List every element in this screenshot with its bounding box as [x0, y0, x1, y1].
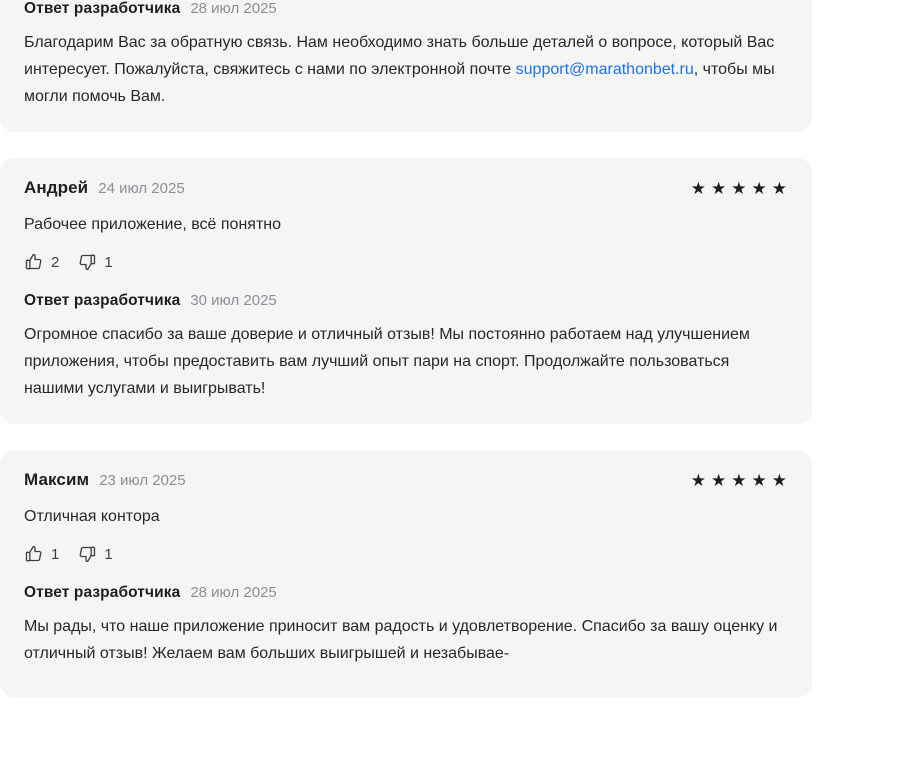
developer-reply-text [24, 29, 788, 110]
star-icon: ★ [690, 178, 707, 198]
thumb-up-vote[interactable] [24, 252, 59, 272]
thumb-down-vote[interactable] [77, 544, 112, 564]
developer-reply-label: Ответ разработчика [24, 584, 181, 601]
review-date: 23 июл 2025 [99, 472, 186, 489]
star-icon: ★ [711, 470, 728, 490]
vote-bar [24, 252, 788, 272]
thumb-up-icon[interactable] [24, 544, 44, 564]
review-author: Андрей [24, 178, 89, 197]
review-card [0, 450, 812, 697]
star-icon: ★ [751, 470, 768, 490]
review-card [0, 0, 812, 132]
star-icon: ★ [771, 470, 788, 490]
review-header [24, 470, 788, 490]
review-author-block [24, 470, 186, 490]
developer-reply [24, 584, 788, 667]
developer-reply [24, 292, 788, 402]
review-author-block [24, 178, 185, 198]
thumb-down-icon[interactable] [77, 544, 97, 564]
rating-stars [691, 472, 788, 489]
developer-reply-label: Ответ разработчика [24, 0, 181, 17]
thumb-down-vote[interactable] [77, 252, 112, 272]
review-card [0, 158, 812, 424]
thumb-up-icon[interactable] [24, 252, 44, 272]
vote-bar [24, 544, 788, 564]
review-text: Отличная контора [24, 508, 160, 525]
developer-reply-label: Ответ разработчика [24, 292, 181, 309]
star-icon: ★ [731, 470, 748, 490]
star-icon: ★ [711, 178, 728, 198]
thumb-down-icon[interactable] [77, 252, 97, 272]
developer-reply-header [24, 584, 788, 602]
star-icon: ★ [731, 178, 748, 198]
star-icon: ★ [751, 178, 768, 198]
developer-reply-date: 28 июл 2025 [190, 584, 277, 601]
developer-reply-date: 30 июл 2025 [190, 292, 277, 309]
star-icon: ★ [690, 470, 707, 490]
developer-reply-text: Огромное спасибо за ваше доверие и отличный отзыв! Мы постоянно работаем над улучшением приложения, чтобы предоставить вам лучший опыт пари на спорт. Продолжайте пользоваться нашими услугами и выигрывать! [24, 326, 750, 397]
reply-text-part-2: , чтобы мы могли помочь Вам. [24, 61, 775, 105]
star-icon: ★ [771, 178, 788, 198]
developer-reply-text: Мы рады, что наше приложение приносит вам радость и удовлетворение. Спасибо за вашу оценку и отличный отзыв! Желаем вам больших выигрышей и незабывае- [24, 618, 778, 662]
review-date: 24 июл 2025 [98, 180, 185, 197]
review-header [24, 178, 788, 198]
thumb-down-count: 1 [104, 545, 113, 563]
thumb-down-count: 1 [104, 253, 113, 271]
rating-stars [691, 180, 788, 197]
developer-reply-date: 28 июл 2025 [190, 0, 277, 17]
reply-text-part-1: Благодарим Вас за обратную связь. Нам необходимо знать больше деталей о вопросе, который Вас интересует. Пожалуйста, свяжитесь с нами по электронной почте [24, 34, 775, 78]
developer-reply-header [24, 292, 788, 310]
thumb-up-vote[interactable] [24, 544, 59, 564]
developer-reply-header [24, 0, 788, 18]
review-author: Максим [24, 470, 90, 489]
developer-reply [24, 0, 788, 110]
thumb-up-count: 1 [51, 545, 60, 563]
support-email-link[interactable]: support@marathonbet.ru [515, 61, 694, 78]
thumb-up-count: 2 [51, 253, 60, 271]
review-text: Рабочее приложение, всё понятно [24, 216, 282, 233]
